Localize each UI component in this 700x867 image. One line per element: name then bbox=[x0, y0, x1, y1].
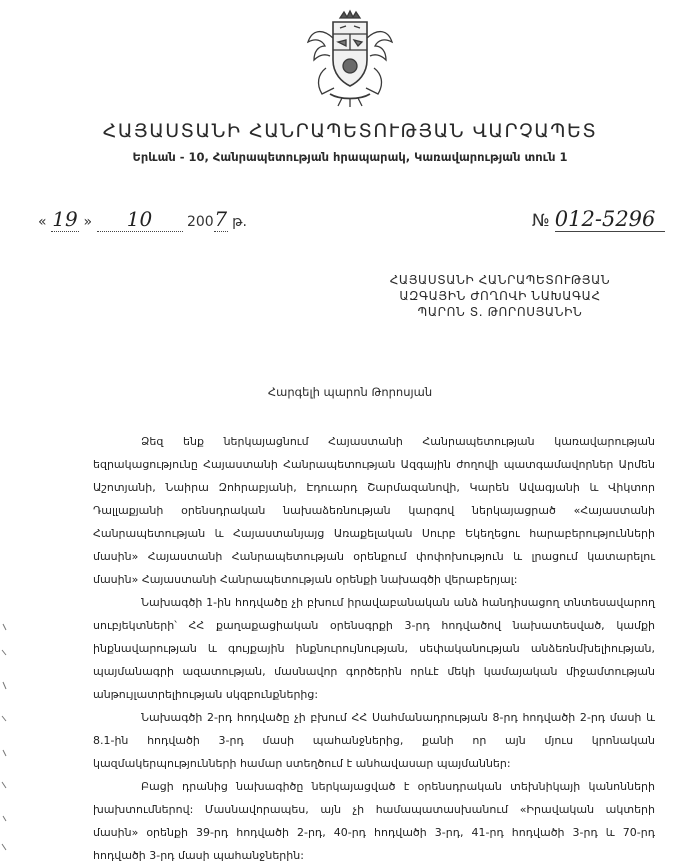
date-open-quote: « bbox=[38, 214, 47, 230]
date-year-suffix: 7 bbox=[214, 207, 228, 231]
date-year-abbrev: թ. bbox=[232, 214, 247, 230]
recipient-line-3: ՊԱՐՈՆ Տ. ԹՈՐՈՍՅԱՆԻՆ bbox=[417, 305, 583, 319]
recipient-line-2: ԱԶԳԱՅԻՆ ԺՈՂՈՎԻ ՆԱԽԱԳԱՀ bbox=[399, 289, 601, 303]
recipient-block bbox=[350, 272, 650, 320]
body-paragraph-1: Ձեզ ենք ներկայացնում Հայաստանի Հանրապետության կառավարության եզրակացությունը Հայաստանի Հանրապետության Ազգային ժողովի պատգամավորներ Արմեն Աշոտյանի, Նաիրա Զոհրաբյանի, Էդուարդ Շարմազանովի, Կարեն Ավագյանի և Վիկտոր Դալլաքյանի օրենսդրական նախաձեռնության կարգով ներկայացրած «Հայաստանի Հանրապետության և Հայաստանյայց Առաքելական Սուրբ Եկեղեցու հարաբերությունների մասին» Հայաստանի Հանրապետության օրենքում փոփոխություն և լրացում կատարելու մասին» Հայաստանի Հանրապետության օրենքի նախագծի վերաբերյալ: bbox=[93, 435, 655, 586]
body-paragraph-4: Բացի դրանից նախագիծը ներկայացված է օրենսդրական տեխնիկայի կանոնների խախտումներով: Մասնավորապես, այն չի համապատասխանում «Իրավական ակտերի մասին» օրենքի 39-րդ հոդվածի 2-րդ, 40-րդ հոդվածի 3-րդ, 41-րդ հոդվածի 3-րդ և 70-րդ հոդվածի 3-րդ մասի պահանջներին: bbox=[93, 780, 655, 862]
recipient-line-1: ՀԱՅԱՍՏԱՆԻ ՀԱՆՐԱՊԵՏՈՒԹՅԱՆ bbox=[389, 273, 611, 287]
date-year-prefix: 200 bbox=[186, 214, 214, 230]
date-close-quote: » bbox=[83, 214, 93, 230]
letter-body bbox=[93, 430, 655, 867]
coat-of-arms-icon bbox=[300, 8, 400, 108]
scan-edge-marks bbox=[0, 620, 10, 855]
body-paragraph-2: Նախագծի 1-ին հոդվածը չի բխում իրավաբանական անձ հանդիսացող տնտեսավարող սուբյեկտների՝ ՀՀ քաղաքացիական օրենսգրքի 3-րդ հոդվածով նախատեսված, կամքի ինքնավարության և գույքային ինքնուրույնության, սեփականության անձեռնմխելիության, պայմանագրի ազատության, մասնավոր գործերին որևէ մեկի կամայական միջամտության անթույլատրելիության սկզբունքներից: bbox=[93, 596, 655, 701]
body-paragraph-3: Նախագծի 2-րդ հոդվածը չի բխում ՀՀ Սահմանադրության 8-րդ հոդվածի 2-րդ մասի և 8.1-ին հոդվածի 3-րդ մասի պահանջներից, քանի որ այն մյուս կրոնական կազմակերպությունների համար ստեղծում է անհավասար պայմաններ: bbox=[93, 711, 655, 770]
salutation: Հարգելի պարոն Թորոսյան bbox=[267, 385, 433, 399]
government-address: Երևան - 10, Հանրապետության հրապարակ, Կառավարության տուն 1 bbox=[132, 150, 568, 164]
number-sign: № bbox=[532, 211, 550, 231]
government-title: ՀԱՅԱՍՏԱՆԻ ՀԱՆՐԱՊԵՏՈՒԹՅԱՆ ՎԱՐՉԱՊԵՏ bbox=[102, 120, 598, 142]
registration-number-value: 012-5296 bbox=[555, 207, 665, 232]
letter-date bbox=[38, 207, 247, 232]
date-day: 19 bbox=[52, 207, 78, 231]
date-month: 10 bbox=[97, 207, 183, 232]
registration-number bbox=[532, 207, 665, 232]
